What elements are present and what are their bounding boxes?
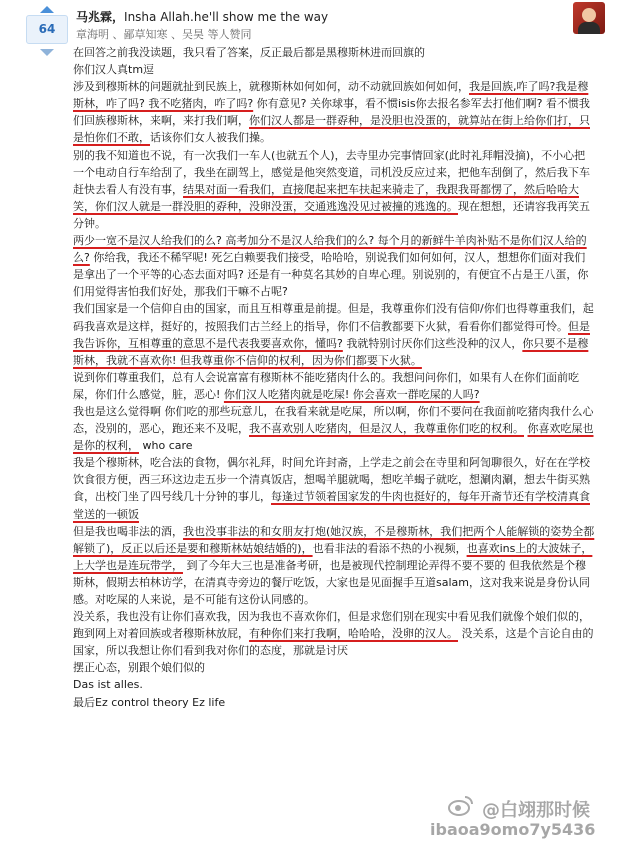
- paragraph-7: [73, 369, 595, 403]
- text-run: 我是个穆斯林，吃合法的食物，偶尔礼拜，时间允许封斋，上学走之前会在寺里和阿訇聊很久，好在在学校饮食很方便，西三环这边走五步一个清真饭店，想喝羊腿就喝，想吃羊蝎子就吃，想涮肉涮，想去牛街买熟食，出校门坐了四号线几十分钟的事儿，: [73, 456, 590, 504]
- paragraph-2: 你们汉人真tm逗: [73, 63, 155, 77]
- text-run: 没关系，我也没有让你们喜欢我，因为我也不喜欢你们，但是求您们别在现实中看见我们就像个娘们似的，跑到网上对着回族或者穆斯林放屁，: [73, 610, 590, 641]
- paragraph-3: [73, 78, 595, 146]
- underlined-text: 我是回族,咋了吗?我是穆斯林，咋了吗? 我不吃猪肉，咋了吗?: [73, 80, 589, 111]
- paragraph-4: [73, 147, 595, 232]
- text-run: 没关系，这是个言论自由的国家，所以我想让你们看到我对你们的态度，那就是讨厌: [73, 627, 594, 658]
- paragraph-11: [73, 608, 595, 659]
- text-run: 我们国家是一个信仰自由的国家，而且互相尊重是前提。但是，我尊重你们没有信仰/你们也得尊重我们，起码我喜欢是这样，挺好的，按照我们古兰经上的指导，你们不信教都要下火狱，看看你们都觉得可怜。: [73, 302, 594, 333]
- paragraph-9: [73, 454, 595, 522]
- avatar[interactable]: [573, 2, 605, 34]
- paragraph-6: [73, 300, 595, 368]
- text-run: 话该你们女人被我们操。: [150, 131, 271, 145]
- underlined-text: 但是我告诉你，互相尊重的意思不是代表我要喜欢你，懂吗?: [73, 319, 590, 350]
- underlined-text: 两少一宽不是汉人给我们的么? 高考加分不是汉人给我们的么? 每个月的新鲜牛羊肉补贴不是你们汉人给的么?: [73, 234, 587, 265]
- paragraph-1: 在回答之前我没读题，我只看了答案，反正最后都是黑穆斯林进而回旗的: [73, 46, 425, 59]
- vote-count[interactable]: 64: [26, 15, 68, 44]
- paragraph-5: [73, 232, 595, 300]
- author-bio: Insha Allah.he'll show me the way: [124, 10, 329, 24]
- text-run: 你给我，我还不稀罕呢! 死乞白赖要我们接受，哈哈哈，别说我们如何如何，汉人，想想你们面对我们是拿出了一个平等的心态去面对吗? 还是有一种莫名其妙的自卑心理。别说别的，有便宜不占是王八蛋，你们用觉得害怕我们好处，那我们干嘛不占呢?: [73, 251, 589, 299]
- underlined-text: 你只要不是穆斯林，我就不喜欢你! 但我尊重你不信仰的权利，因为你们都要下火狱。: [73, 336, 589, 367]
- underlined-text: 有种你们来打我啊，哈哈哈，没卵的汉人。: [249, 627, 458, 641]
- text-run: 别的我不知道也不说，有一次我们一车人(也就五个人)，去寺里办完事情回家(此时礼拜帽没摘)，不小心把一个电动自行车给刮了，我坐在副驾上，感觉是他突然变道，司机没反应过来，把他车刮倒了，然后我下车赶快去看人有没有事，: [73, 148, 590, 196]
- text-run: 我也是这么觉得啊 你们吃的那些玩意儿，在我看来就是吃屎，所以啊，你们不要问在我面前吃猪肉我什么心态，没别的，恶心，跑还来不及呢，: [73, 404, 594, 436]
- paragraph-12: 摆正心态，别跟个娘们似的: [73, 661, 205, 675]
- watermark-line-1: @白翊那时候: [482, 800, 590, 821]
- text-run: 也看非法的看添不热的小视频，: [312, 541, 467, 555]
- text-run: who care: [139, 439, 193, 453]
- underlined-text: 我不喜欢别人吃猪肉，但是汉人，我尊重你们吃的权利。: [249, 422, 524, 436]
- underlined-text: 每逢过节领着国家发的牛肉也挺好的，每年开斋节还有学校清真食堂送的一顿饭: [73, 490, 590, 521]
- downvote-icon[interactable]: [40, 49, 54, 56]
- vote-widget: [26, 6, 68, 56]
- underlined-text: 结果对面一看我们，直接爬起来把车扶起来骑走了，我跟我哥都愣了，然后哈哈大笑，你们汉人就是一群没胆的孬种，没卵没蛋，交通逃逸没见过被撞的逃逸的。: [73, 182, 579, 213]
- text-run: 但是我也喝非法的酒，: [73, 524, 183, 538]
- text-run: 现在想想，还请容我再笑五分钟。: [73, 199, 590, 230]
- text-run: 我就特别讨厌你们这些没种的汉人，: [342, 336, 523, 350]
- author-name[interactable]: 马兆霖: [76, 10, 113, 24]
- weibo-logo-icon: [448, 794, 474, 816]
- upvote-icon[interactable]: [40, 6, 54, 13]
- underlined-text: 我也没事非法的和女朋友打炮(她汉族，不是穆斯林，我们把两个人能解锁的姿势全都解锁了)，反正以后还是要和穆斯林姑娘结婚的)，: [73, 524, 595, 555]
- text-run: 到了今年大三也是准备考研，也是被现代控制理论弄得不要不要的 但我依然是个穆斯林，假期去柏林访学，在清真寺旁边的餐厅吃饭，大家也是见面握手互道salam，这对我来说是身份认同感。对吃屎的人来说，是不可能有这份认同感的。: [73, 558, 590, 606]
- paragraph-8: [73, 403, 595, 454]
- underlined-text: 也喜欢ins上的大波妹子，上大学也是连玩带学，: [73, 541, 593, 572]
- answer-author: [76, 8, 328, 25]
- watermark-line-2: ibaoa9omo7y5436: [430, 820, 596, 839]
- avatar-face: [582, 8, 596, 22]
- answer-content: [73, 44, 595, 711]
- text-run: 你有意见? 关你球事，看不惯isis你去报名参军去打他们啊? 看不惯我们回族穆斯林，来啊，来打我们啊，: [73, 97, 590, 128]
- paragraph-10: [73, 523, 595, 608]
- text-run: 说到你们尊重我们，总有人会说富富有穆斯林不能吃猪肉什么的。我想问问你们，如果有人在你们面前吃屎，你们什么感觉，脏，恶心!: [73, 370, 579, 401]
- paragraph-14: 最后Ez control theory Ez life: [73, 695, 226, 709]
- paragraph-13: Das ist alles.: [73, 678, 143, 692]
- author-separator: ，: [112, 10, 125, 24]
- underlined-text: 你们汉人吃猪肉就是吃屎! 你会喜欢一群吃屎的人吗?: [223, 387, 480, 401]
- underlined-text: 你们汉人都是一群孬种，是没胆也没蛋的，就算站在街上给你们打，只是怕你们不敢，: [73, 114, 590, 145]
- text-run: 涉及到穆斯林的问题就扯到民族上，就穆斯林如何如何，动不动就回族如何如何，: [73, 80, 469, 94]
- underlined-text: 你喜欢吃屎也是你的权利，: [73, 422, 594, 453]
- avatar-body: [578, 22, 600, 34]
- likers-line[interactable]: 章海明 、鄙草知寒 、吴昊 等人赞同: [76, 28, 252, 41]
